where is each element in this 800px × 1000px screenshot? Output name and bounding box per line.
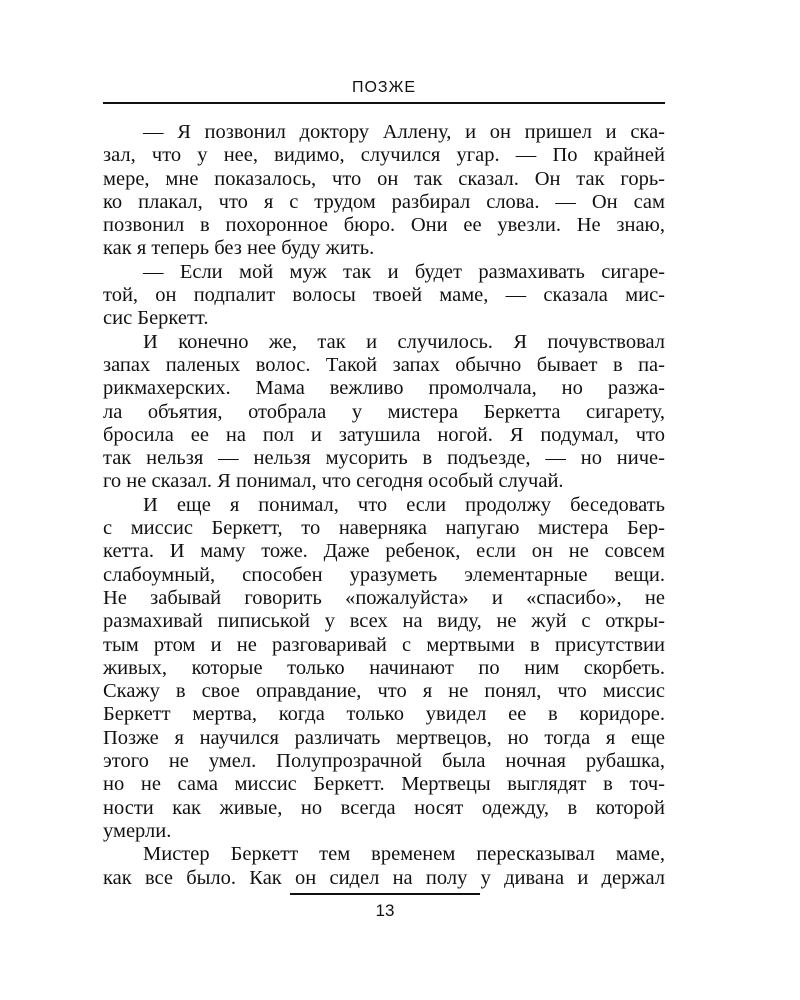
paragraph: [103, 843, 665, 890]
running-head: ПОЗЖЕ: [351, 79, 417, 96]
text-line: Скажу в свое оправдание, что я не понял, что миссис: [103, 680, 665, 703]
text-line: бросила ее на пол и затушила ногой. Я подумал, что: [103, 423, 665, 446]
text-line: рикмахерских. Мама вежливо промолчала, но разжа-: [103, 377, 665, 400]
paragraph: [103, 494, 665, 843]
body-text: [103, 121, 665, 890]
text-line: Позже я научился различать мертвецов, но тогда я еще: [103, 726, 665, 749]
text-line: размахивай пиписькой у всех на виду, не жуй с откры-: [103, 610, 665, 633]
header-rule: [103, 102, 665, 104]
text-line: сис Беркетт.: [103, 307, 209, 330]
text-line: го не сказал. Я понимал, что сегодня особый случай.: [103, 470, 564, 493]
text-line: с миссис Беркетт, то наверняка напугаю мистера Бер-: [103, 517, 665, 540]
text-line: так нельзя — нельзя мусорить в подъезде, — но ниче-: [103, 447, 665, 470]
text-line: Беркетт мертва, когда только увидел ее в коридоре.: [103, 703, 665, 726]
text-line: как все было. Как он сидел на полу у дивана и держал: [103, 866, 665, 889]
text-line: тым ртом и не разговаривай с мертвыми в присутствии: [103, 633, 665, 656]
text-line: как я теперь без нее буду жить.: [103, 237, 375, 260]
text-line: той, он подпалит волосы твоей маме, — сказала мис-: [103, 284, 665, 307]
text-line: И конечно же, так и случилось. Я почувствовал: [143, 330, 665, 353]
text-line: И еще я понимал, что если продолжу беседовать: [143, 493, 665, 516]
text-line: кетта. И маму тоже. Даже ребенок, если он не совсем: [103, 540, 665, 563]
text-line: позвонил в похоронное бюро. Они ее увезли. Не знаю,: [103, 214, 665, 237]
text-line: — Если мой муж так и будет размахивать сигаре-: [143, 260, 665, 283]
text-line: ности как живые, но всегда носят одежду, в которой: [103, 796, 665, 819]
text-line: мере, мне показалось, что он так сказал. Он так горь-: [103, 167, 665, 190]
text-line: Не забывай говорить «пожалуйста» и «спасибо», не: [103, 586, 665, 609]
text-line: — Я позвонил доктору Аллену, и он пришел и ска-: [143, 121, 665, 143]
text-line: запах паленых волос. Такой запах обычно бывает в па-: [103, 353, 665, 376]
footer-rule: [290, 893, 480, 895]
text-line: ко плакал, что я с трудом разбирал слова. — Он сам: [103, 190, 665, 213]
text-line: живых, которые только начинают по ним скорбеть.: [103, 656, 665, 679]
paragraph: [103, 261, 665, 331]
page-number: 13: [375, 901, 395, 920]
text-line: ла объятия, отобрала у мистера Беркетта сигарету,: [103, 400, 665, 423]
text-line: этого не умел. Полупрозрачной была ночная рубашка,: [103, 750, 665, 773]
text-line: Мистер Беркетт тем временем пересказывал маме,: [143, 843, 665, 866]
text-line: умерли.: [103, 819, 172, 842]
text-line: зал, что у нее, видимо, случился угар. — По крайней: [103, 144, 665, 167]
paragraph: [103, 331, 665, 494]
text-line: но не сама миссис Беркетт. Мертвецы выглядят в точ-: [103, 773, 665, 796]
paragraph: [103, 121, 665, 261]
text-line: слабоумный, способен уразуметь элементарные вещи.: [103, 563, 665, 586]
